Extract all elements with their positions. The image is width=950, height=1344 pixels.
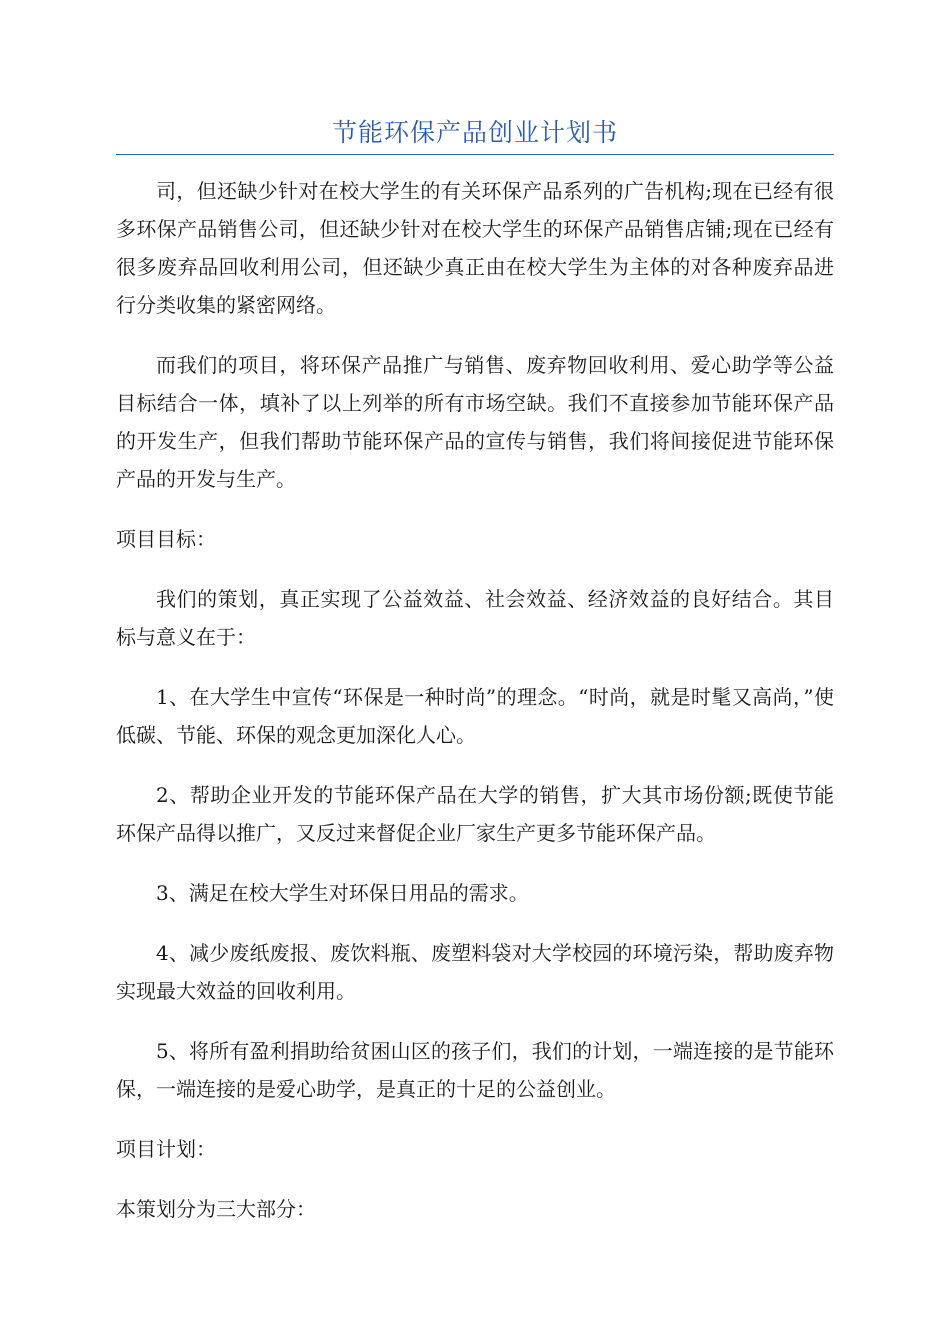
goal-item-5: 5、将所有盈利捐助给贫困山区的孩子们，我们的计划，一端连接的是节能环保，一端连接的是爱心助学，是真正的十足的公益创业。 [116,1039,834,1101]
paragraph-plan-intro: 本策划分为三大部分： [116,1197,316,1221]
document-body [116,172,834,1250]
title-underline [116,154,834,155]
paragraph-project-overview: 而我们的项目，将环保产品推广与销售、废弃物回收利用、爱心助学等公益目标结合一体，填补了以上列举的所有市场空缺。我们不直接参加节能环保产品的开发生产，但我们帮助节能环保产品的宣传与销售，我们将间接促进节能环保产品的开发与生产。 [116,353,834,491]
goal-item-1: 1、在大学生中宣传“环保是一种时尚”的理念。“时尚，就是时髦又高尚，”使低碳、节能、环保的观念更加深化人心。 [116,685,834,747]
goal-item-3: 3、满足在校大学生对环保日用品的需求。 [156,881,529,905]
paragraph-goals-intro: 我们的策划，真正实现了公益效益、社会效益、经济效益的良好结合。其目标与意义在于： [116,587,834,649]
goal-item-2: 2、帮助企业开发的节能环保产品在大学的销售，扩大其市场份额;既使节能环保产品得以推广，又反过来督促企业厂家生产更多节能环保产品。 [116,783,834,845]
paragraph-market-gaps: 司，但还缺少针对在校大学生的有关环保产品系列的广告机构;现在已经有很多环保产品销售公司，但还缺少针对在校大学生的环保产品销售店铺;现在已经有很多废弃品回收利用公司，但还缺少真正由在校大学生为主体的对各种废弃品进行分类收集的紧密网络。 [116,179,834,317]
section-heading-plan: 项目计划： [116,1137,216,1161]
goal-item-4: 4、减少废纸废报、废饮料瓶、废塑料袋对大学校园的环境污染，帮助废弃物实现最大效益的回收利用。 [116,941,834,1003]
document-title: 节能环保产品创业计划书 [331,118,618,147]
section-heading-goals: 项目目标： [116,527,216,551]
